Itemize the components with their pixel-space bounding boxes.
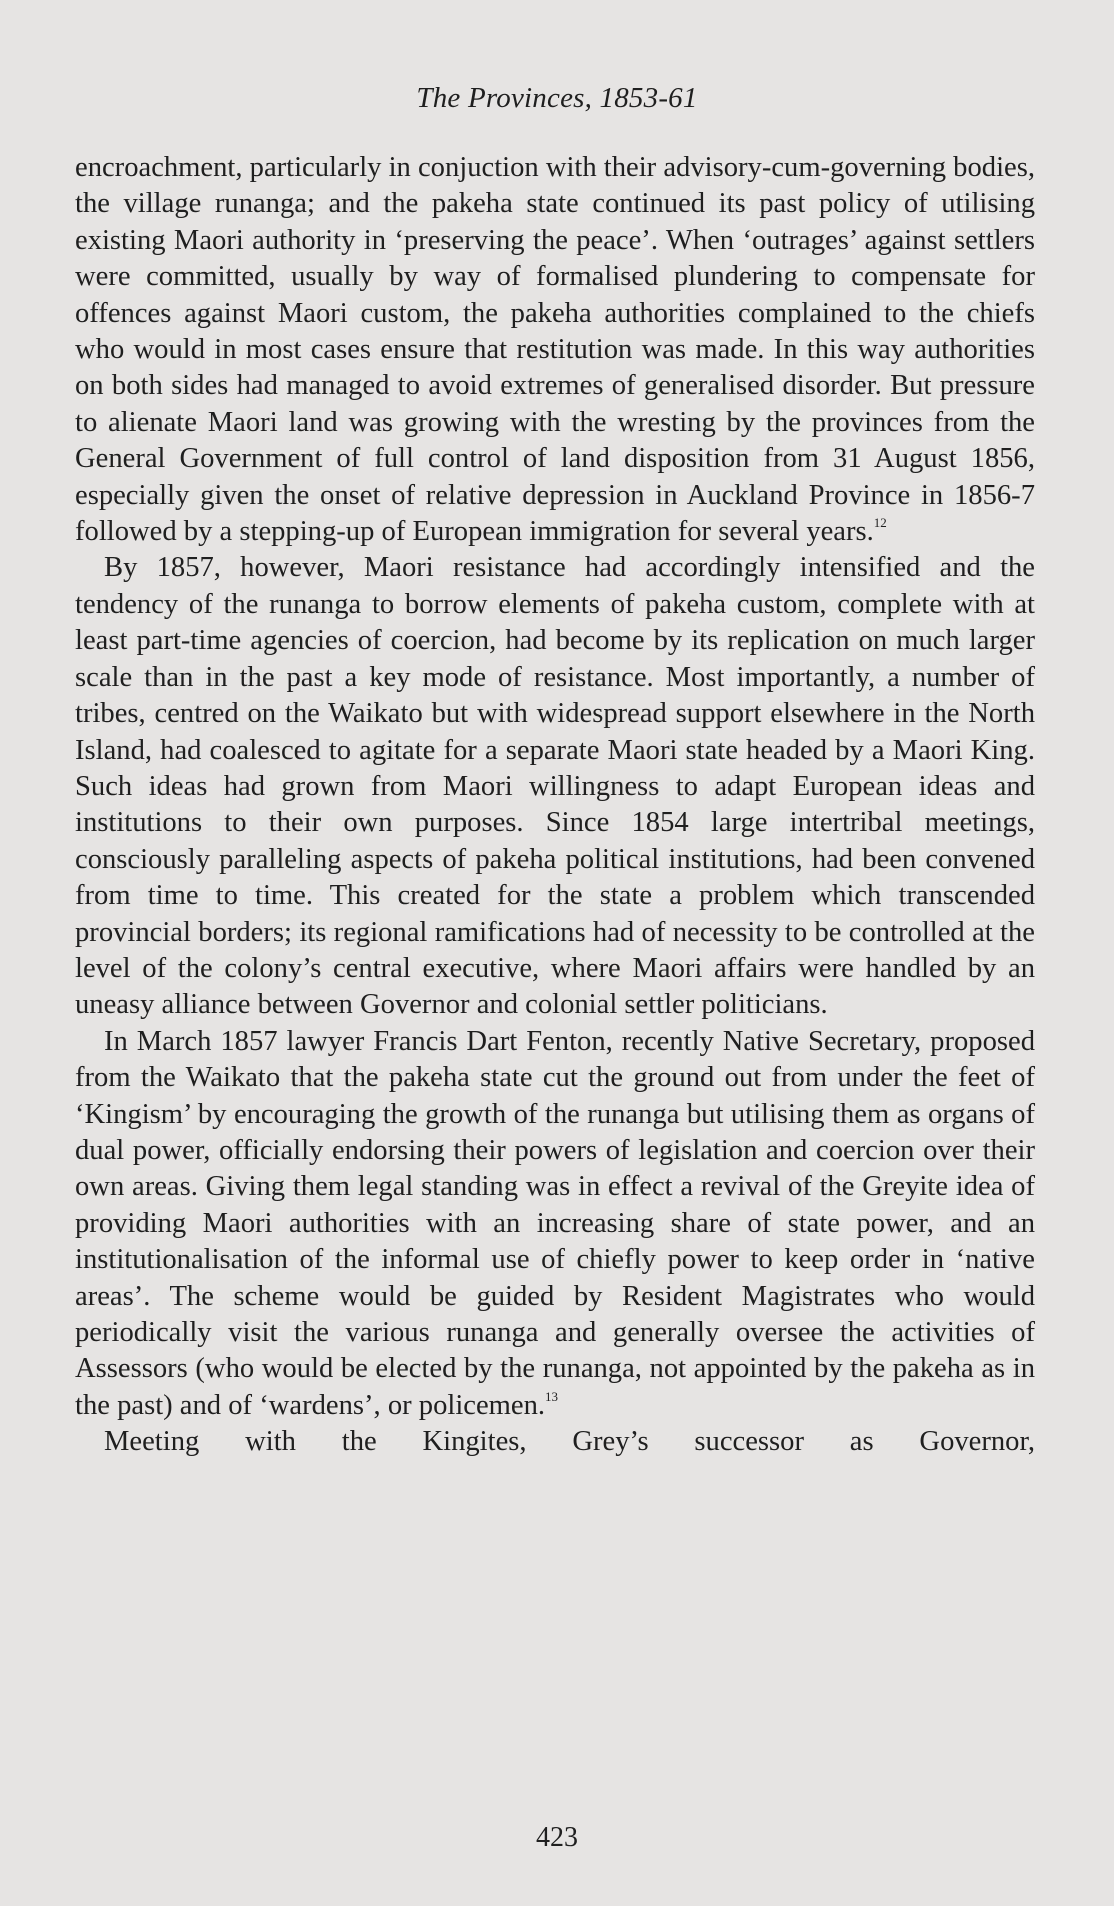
footnote-ref-13: 13 (545, 1388, 559, 1404)
paragraph-text: encroachment, particularly in conjuction with their advisory-cum-governing bodies, the village runanga; and the pakeha state continued its past policy of utilising existing Maori authority in ‘preserving the peace’. When ‘outrages’ against settlers were committed, usually by way of formalised plundering to compensate for offences against Maori custom, the pakeha authorities complained to the chiefs who would in most cases ensure that restitution was made. In this way authorities on both sides had managed to avoid extremes of generalised disorder. But pressure to alienate Maori land was growing with the wresting by the provinces from the General Government of full control of land disposition from 31 August 1856, especially given the onset of relative depression in Auckland Province in 1856-7 followed by a stepping-up of European immigration for several years. (75, 152, 1035, 548)
body-text (75, 150, 1035, 1461)
page-number: 423 (536, 1822, 578, 1853)
paragraph (75, 1424, 1035, 1460)
paragraph-text: In March 1857 lawyer Francis Dart Fenton, recently Native Secretary, proposed from the Waikato that the pakeha state cut the ground out from under the feet of ‘Kingism’ by encouraging the growth of the runanga but utilising them as organs of dual power, officially endorsing their powers of legislation and coercion over their own areas. Giving them legal standing was in effect a revival of the Greyite idea of providing Maori authorities with an increasing share of state power, and an institutionalisation of the informal use of chiefly power to keep order in ‘native areas’. The scheme would be guided by Resident Magistrates who would periodically visit the various runanga and generally oversee the activities of Assessors (who would be elected by the runanga, not appointed by the pakeha as in the past) and of ‘wardens’, or policemen. (75, 1025, 1035, 1421)
running-head: The Provinces, 1853-61 (416, 82, 698, 114)
paragraph-text: By 1857, however, Maori resistance had accordingly intensified and the tendency of the runanga to borrow elements of pakeha custom, complete with at least part-time agencies of coercion, had become by its replication on much larger scale than in the past a key mode of resistance. Most importantly, a number of tribes, centred on the Waikato but with widespread support elsewhere in the North Island, had coalesced to agitate for a separate Maori state headed by a Maori King. Such ideas had grown from Maori willingness to adapt European ideas and institutions to their own purposes. Since 1854 large intertribal meetings, consciously paralleling aspects of pakeha political institutions, had been convened from time to time. This created for the state a problem which transcended provincial borders; its regional ramifications had of necessity to be controlled at the level of the colony’s central executive, where Maori affairs were handled by an uneasy alliance between Governor and colonial settler politicians. (75, 552, 1035, 1021)
paragraph (75, 1024, 1035, 1424)
paragraph (75, 150, 1035, 550)
paragraph (75, 550, 1035, 1023)
footnote-ref-12: 12 (873, 515, 887, 531)
paragraph-text: Meeting with the Kingites, Grey’s successor as Governor, (104, 1426, 1035, 1458)
